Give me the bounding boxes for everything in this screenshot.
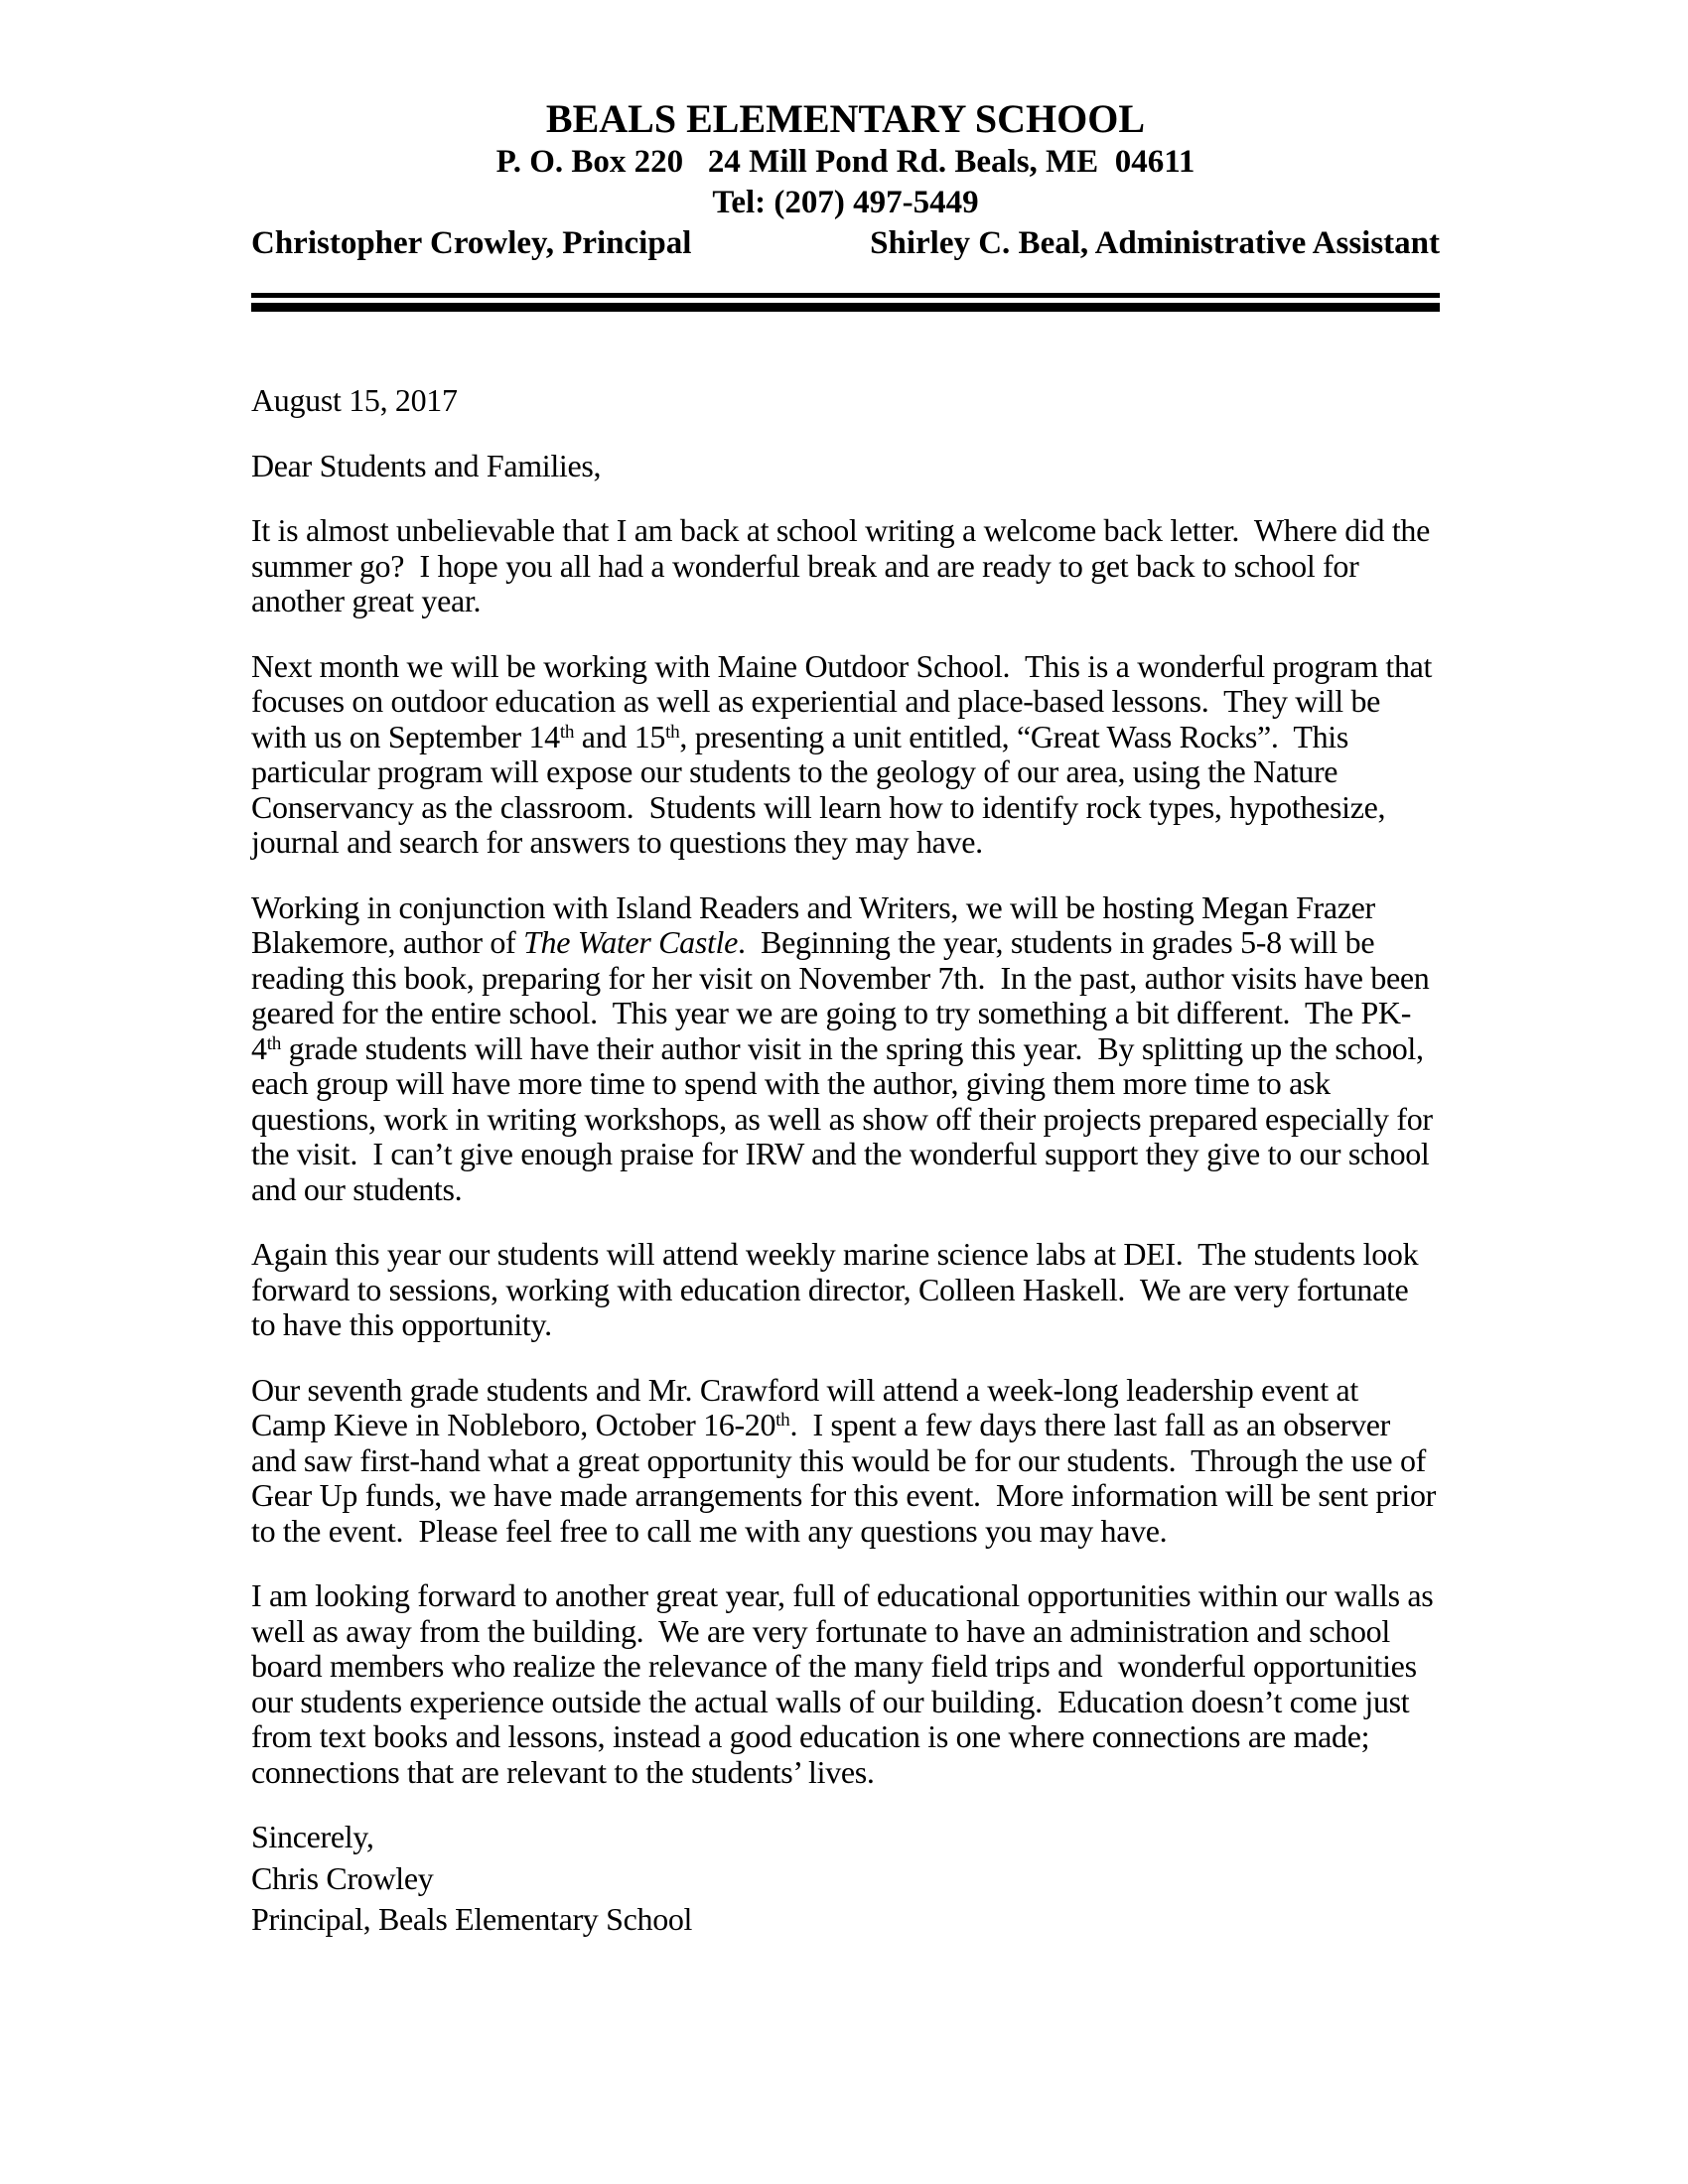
school-name: BEALS ELEMENTARY SCHOOL	[545, 96, 1146, 141]
paragraph: I am looking forward to another great year, full of educational opportunities within our walls as well as away from the building. We are very fortunate to have an administration and school board members who realize the relevance of the many field trips and wonderful opportunities our students experience outside the actual walls of our building. Education doesn’t come just from text books and lessons, instead a good education is one where connections are made; connections that are relevant to the students’ lives.	[251, 1577, 1442, 1790]
paragraph: Working in conjunction with Island Readers and Writers, we will be hosting Megan Frazer Blakemore, author of The Water Castle. Beginning the year, students in grades 5-8 will be reading this book, preparing for her visit on November 7th. In the past, author visits have been geared for the entire school. This year we are going to try something a bit different. The PK-4th grade students will have their author visit in the spring this year. By splitting up the school, each group will have more time to spend with the author, giving them more time to ask questions, work in writing workshops, as well as show off their projects prepared especially for the visit. I can’t give enough praise for IRW and the wonderful support they give to our school and our students.	[251, 888, 1441, 1207]
closing-sincerely: Sincerely,	[251, 1819, 374, 1854]
signature-title: Principal, Beals Elementary School	[251, 1901, 693, 1937]
signature-name: Chris Crowley	[251, 1859, 434, 1896]
school-address: P. O. Box 220 24 Mill Pond Rd. Beals, ME 04611	[495, 144, 1196, 180]
paragraph: Again this year our students will attend weekly marine science labs at DEI. The students look forward to sessions, working with education director, Colleen Haskell. We are very fortunate to have this opportunity.	[251, 1236, 1426, 1342]
paragraph: It is almost unbelievable that I am back at school writing a welcome back letter. Where did the summer go? I hope you all had a wonderful break and are ready to get back to school for another great year.	[251, 512, 1438, 618]
school-phone: Tel: (207) 497-5449	[712, 185, 979, 220]
admin-assistant-name: Shirley C. Beal, Administrative Assistant	[870, 225, 1440, 261]
rule-bottom-bar	[251, 303, 1440, 312]
salutation: Dear Students and Families,	[251, 447, 602, 483]
letter-body	[251, 382, 1444, 1938]
letter-paragraphs	[251, 512, 1444, 1790]
double-rule	[251, 293, 1440, 312]
letter-date: August 15, 2017	[251, 382, 458, 418]
letterhead	[251, 96, 1440, 312]
paragraph: Our seventh grade students and Mr. Crawford will attend a week-long leadership event at Camp Kieve in Nobleboro, October 16-20th. I spent a few days there last fall as an observer and saw first-hand what a great opportunity this would be for our students. Through the use of Gear Up funds, we have made arrangements for this event. More information will be sent prior to the event. Please feel free to call me with any questions you may have.	[251, 1371, 1444, 1549]
paragraph: Next month we will be working with Maine Outdoor School. This is a wonderful program that focuses on outdoor education as well as experiential and place-based lessons. They will be with us on September 14th and 15th, presenting a unit entitled, “Great Wass Rocks”. This particular program will expose our students to the geology of our area, using the Nature Conservancy as the classroom. Students will learn how to identify rock types, hypothesize, journal and search for answers to questions they may have.	[251, 647, 1440, 860]
principal-name: Christopher Crowley, Principal	[251, 225, 692, 261]
staff-row	[251, 223, 1440, 264]
